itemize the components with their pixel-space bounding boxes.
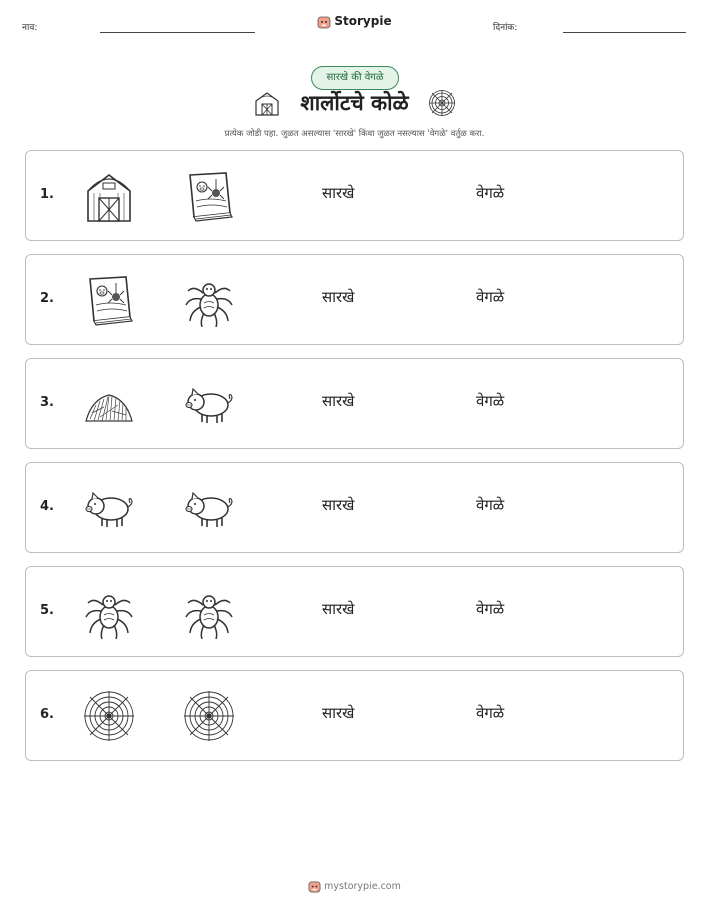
barn-icon <box>253 89 281 117</box>
footer-link[interactable]: mystorypie.com <box>324 881 401 892</box>
question-number: 3. <box>40 395 54 410</box>
question-number: 4. <box>40 499 54 514</box>
question-row <box>25 462 684 553</box>
same-option[interactable]: सारखे <box>322 600 355 618</box>
barn-icon <box>82 169 136 223</box>
page-title: शार्लोटचे कोळे <box>300 91 409 115</box>
different-option[interactable]: वेगळे <box>476 184 505 202</box>
question-row <box>25 566 684 657</box>
title-row <box>0 89 709 123</box>
question-row <box>25 254 684 345</box>
brand-name: Storypie <box>334 14 392 28</box>
different-option[interactable]: वेगळे <box>476 704 505 722</box>
brand <box>0 14 709 29</box>
question-number: 5. <box>40 603 54 618</box>
spider-icon <box>182 585 236 639</box>
spider-icon <box>182 273 236 327</box>
question-number: 1. <box>40 187 54 202</box>
same-option[interactable]: सारखे <box>322 288 355 306</box>
question-number: 2. <box>40 291 54 306</box>
different-option[interactable]: वेगळे <box>476 496 505 514</box>
web-icon <box>428 89 456 117</box>
page-header <box>0 14 709 38</box>
different-option[interactable]: वेगळे <box>476 392 505 410</box>
activity-tag: सारखे की वेगळे <box>311 66 399 90</box>
book-icon <box>82 273 136 327</box>
same-option[interactable]: सारखे <box>322 496 355 514</box>
book-icon <box>182 169 236 223</box>
name-field[interactable] <box>100 32 255 33</box>
name-label: नाव: <box>22 23 38 33</box>
same-option[interactable]: सारखे <box>322 704 355 722</box>
pig-icon <box>182 481 236 535</box>
page-footer <box>0 880 709 893</box>
pig-icon <box>182 377 236 431</box>
web-icon <box>82 689 136 743</box>
date-field[interactable] <box>563 32 686 33</box>
web-icon <box>182 689 236 743</box>
date-label: दिनांक: <box>493 23 518 33</box>
hay-icon <box>82 377 136 431</box>
question-row <box>25 670 684 761</box>
question-row <box>25 150 684 241</box>
spider-icon <box>82 585 136 639</box>
question-row <box>25 358 684 449</box>
storypie-logo-icon <box>308 880 321 893</box>
different-option[interactable]: वेगळे <box>476 600 505 618</box>
same-option[interactable]: सारखे <box>322 184 355 202</box>
instructions: प्रत्येक जोडी पहा. जुळत असल्यास 'सारखे' किंवा जुळत नसल्यास 'वेगळे' वर्तुळ करा. <box>224 129 485 139</box>
same-option[interactable]: सारखे <box>322 392 355 410</box>
storypie-logo-icon <box>317 15 331 29</box>
pig-icon <box>82 481 136 535</box>
question-number: 6. <box>40 707 54 722</box>
different-option[interactable]: वेगळे <box>476 288 505 306</box>
